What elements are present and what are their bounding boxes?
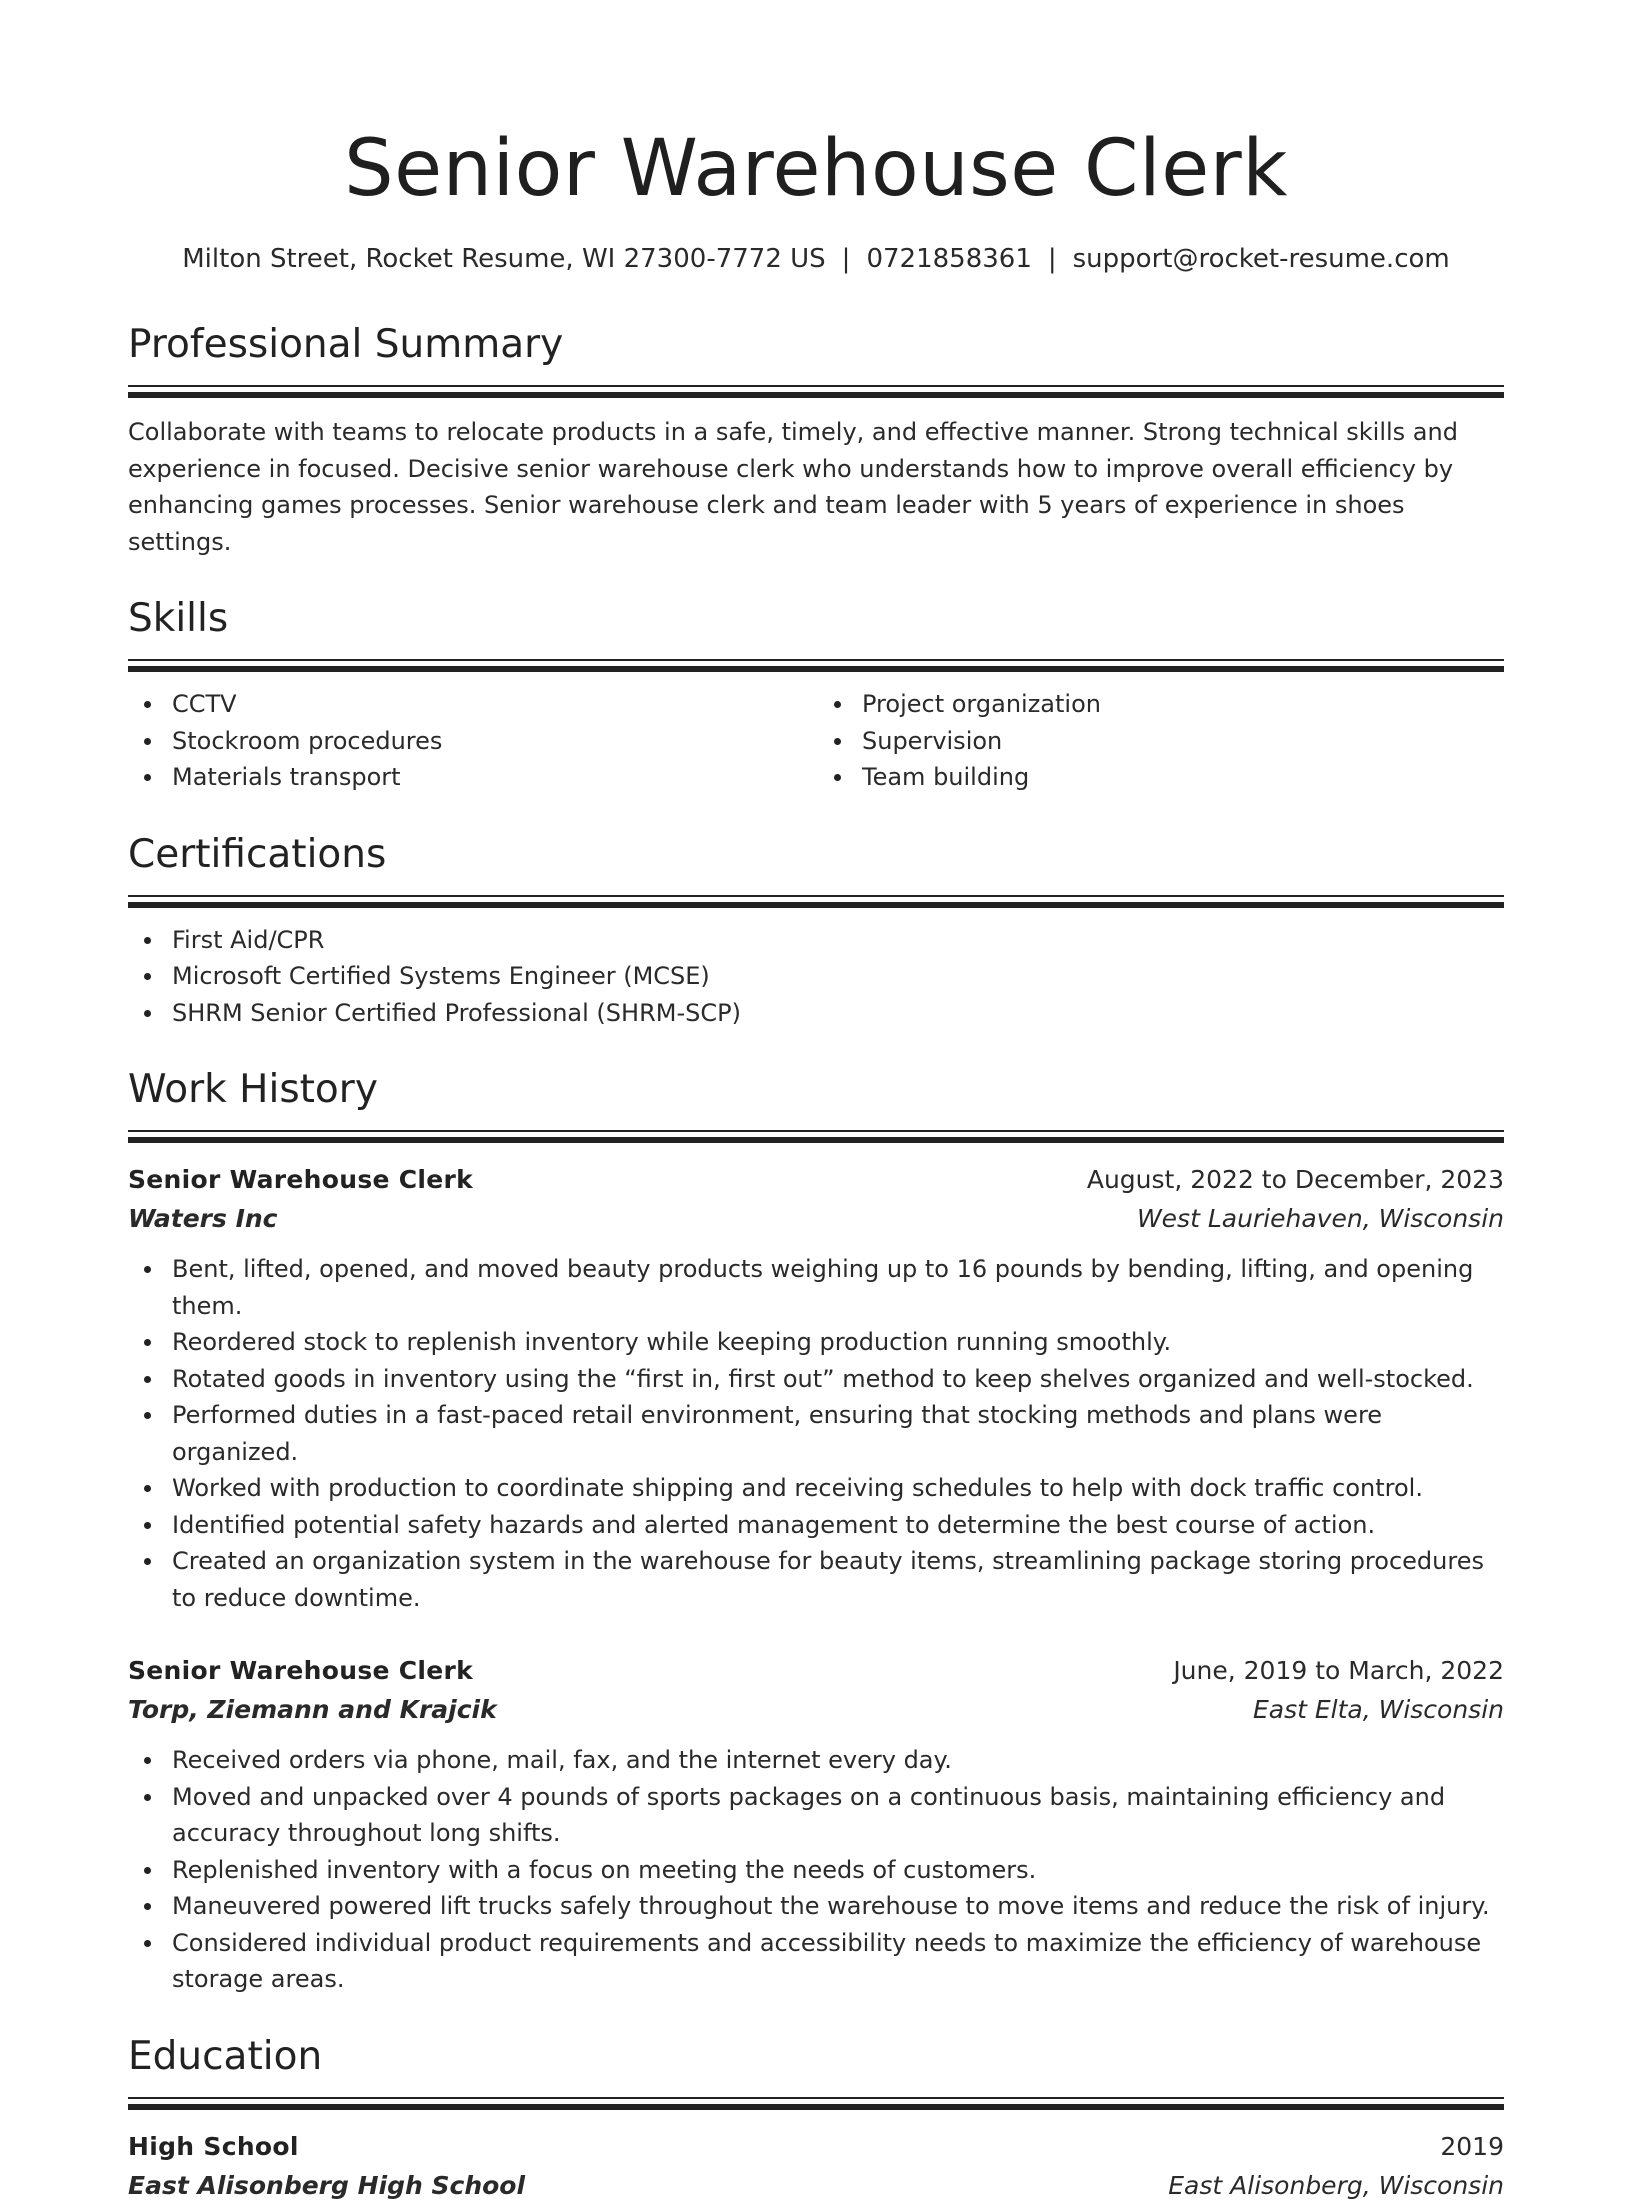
resume-name: Senior Warehouse Clerk (344, 124, 1288, 214)
section-divider (128, 659, 1504, 672)
job-dates: June, 2019 to March, 2022 (1173, 1656, 1504, 1685)
skills-list-left (128, 686, 816, 796)
skills-list-right (816, 686, 1504, 796)
section-divider (128, 2097, 1504, 2110)
skill-item: Team building (862, 759, 1504, 796)
certifications-section (128, 830, 1504, 1032)
job-duty-item: Maneuvered powered lift trucks safely throughout the warehouse to move items and reduce the risk of injury. (172, 1888, 1504, 1925)
job-header-row (128, 1161, 1504, 1199)
certification-item: Microsoft Certified Systems Engineer (MCSE) (172, 958, 1504, 995)
section-divider (128, 895, 1504, 908)
education-entry (128, 2128, 1504, 2206)
job-entry (128, 1161, 1504, 1616)
job-location: West Lauriehaven, Wisconsin (1136, 1204, 1504, 1233)
certification-item: First Aid/CPR (172, 922, 1504, 959)
job-subheader-row (128, 1690, 1504, 1730)
job-company: Waters Inc (128, 1204, 278, 1233)
education-section (128, 2032, 1504, 2206)
skills-grid (128, 686, 1504, 796)
contact-separator: | (1047, 244, 1057, 274)
job-duty-item: Replenished inventory with a focus on meeting the needs of customers. (172, 1852, 1504, 1889)
skill-item: Stockroom procedures (172, 723, 816, 760)
job-header-row (128, 1652, 1504, 1690)
job-title: Senior Warehouse Clerk (128, 1656, 474, 1685)
education-subheader-row (128, 2166, 1504, 2206)
contact-address: Milton Street, Rocket Resume, WI 27300-7772 US (182, 244, 826, 274)
work-history-section (128, 1065, 1504, 1998)
certifications-list (128, 922, 1504, 1032)
job-duty-item: Moved and unpacked over 4 pounds of sports packages on a continuous basis, maintaining efficiency and accuracy throughout long shifts. (172, 1779, 1504, 1852)
job-duty-item: Identified potential safety hazards and alerted management to determine the best course of action. (172, 1507, 1504, 1544)
summary-text: Collaborate with teams to relocate products in a safe, timely, and effective manner. Strong technical skills and experience in focused. Decisive senior warehouse clerk who understands how to improve overall efficiency by enhancing games processes. Senior warehouse clerk and team leader with 5 years of experience in shoes settings. (128, 418, 1458, 556)
section-title-certifications: Certifications (128, 831, 387, 877)
summary-section (128, 320, 1504, 560)
job-duty-item: Considered individual product requirements and accessibility needs to maximize the efficiency of warehouse storage areas. (172, 1925, 1504, 1998)
section-title-summary: Professional Summary (128, 322, 564, 367)
job-title: Senior Warehouse Clerk (128, 1165, 474, 1194)
job-duty-item: Worked with production to coordinate shipping and receiving schedules to help with dock traffic control. (172, 1470, 1504, 1507)
skill-item: CCTV (172, 686, 816, 723)
section-title-skills: Skills (128, 596, 229, 641)
job-subheader-row (128, 1199, 1504, 1239)
contact-email[interactable]: support@rocket-resume.com (1072, 244, 1450, 274)
job-duty-item: Reordered stock to replenish inventory while keeping production running smoothly. (172, 1324, 1504, 1361)
skill-item: Supervision (862, 723, 1504, 760)
contact-phone: 0721858361 (866, 244, 1032, 274)
job-duties-list (128, 1742, 1504, 1998)
job-entry (128, 1652, 1504, 1998)
skills-section (128, 594, 1504, 796)
section-title-work-history: Work History (128, 1067, 378, 1112)
job-duties-list (128, 1251, 1504, 1616)
education-header-row (128, 2128, 1504, 2166)
skill-item: Project organization (862, 686, 1504, 723)
job-location: East Elta, Wisconsin (1252, 1695, 1504, 1724)
job-duty-item: Performed duties in a fast-paced retail environment, ensuring that stocking methods and plans were organized. (172, 1397, 1504, 1470)
education-year: 2019 (1440, 2131, 1504, 2161)
education-degree: High School (128, 2131, 299, 2161)
education-school: East Alisonberg High School (128, 2170, 526, 2200)
job-dates: August, 2022 to December, 2023 (1086, 1165, 1504, 1194)
job-duty-item: Bent, lifted, opened, and moved beauty products weighing up to 16 pounds by bending, lifting, and opening them. (172, 1251, 1504, 1324)
certification-item: SHRM Senior Certified Professional (SHRM-SCP) (172, 995, 1504, 1032)
skill-item: Materials transport (172, 759, 816, 796)
job-duty-item: Received orders via phone, mail, fax, and the internet every day. (172, 1742, 1504, 1779)
section-divider (128, 385, 1504, 398)
job-duty-item: Created an organization system in the warehouse for beauty items, streamlining package storing procedures to reduce downtime. (172, 1543, 1504, 1616)
job-company: Torp, Ziemann and Krajcik (128, 1695, 497, 1724)
contact-separator: | (841, 244, 851, 274)
section-divider (128, 1130, 1504, 1143)
job-duty-item: Rotated goods in inventory using the “first in, first out” method to keep shelves organized and well-stocked. (172, 1361, 1504, 1398)
resume-content (128, 118, 1504, 2206)
education-location: East Alisonberg, Wisconsin (1168, 2170, 1504, 2200)
section-title-education: Education (128, 2033, 323, 2079)
contact-line (128, 242, 1504, 276)
